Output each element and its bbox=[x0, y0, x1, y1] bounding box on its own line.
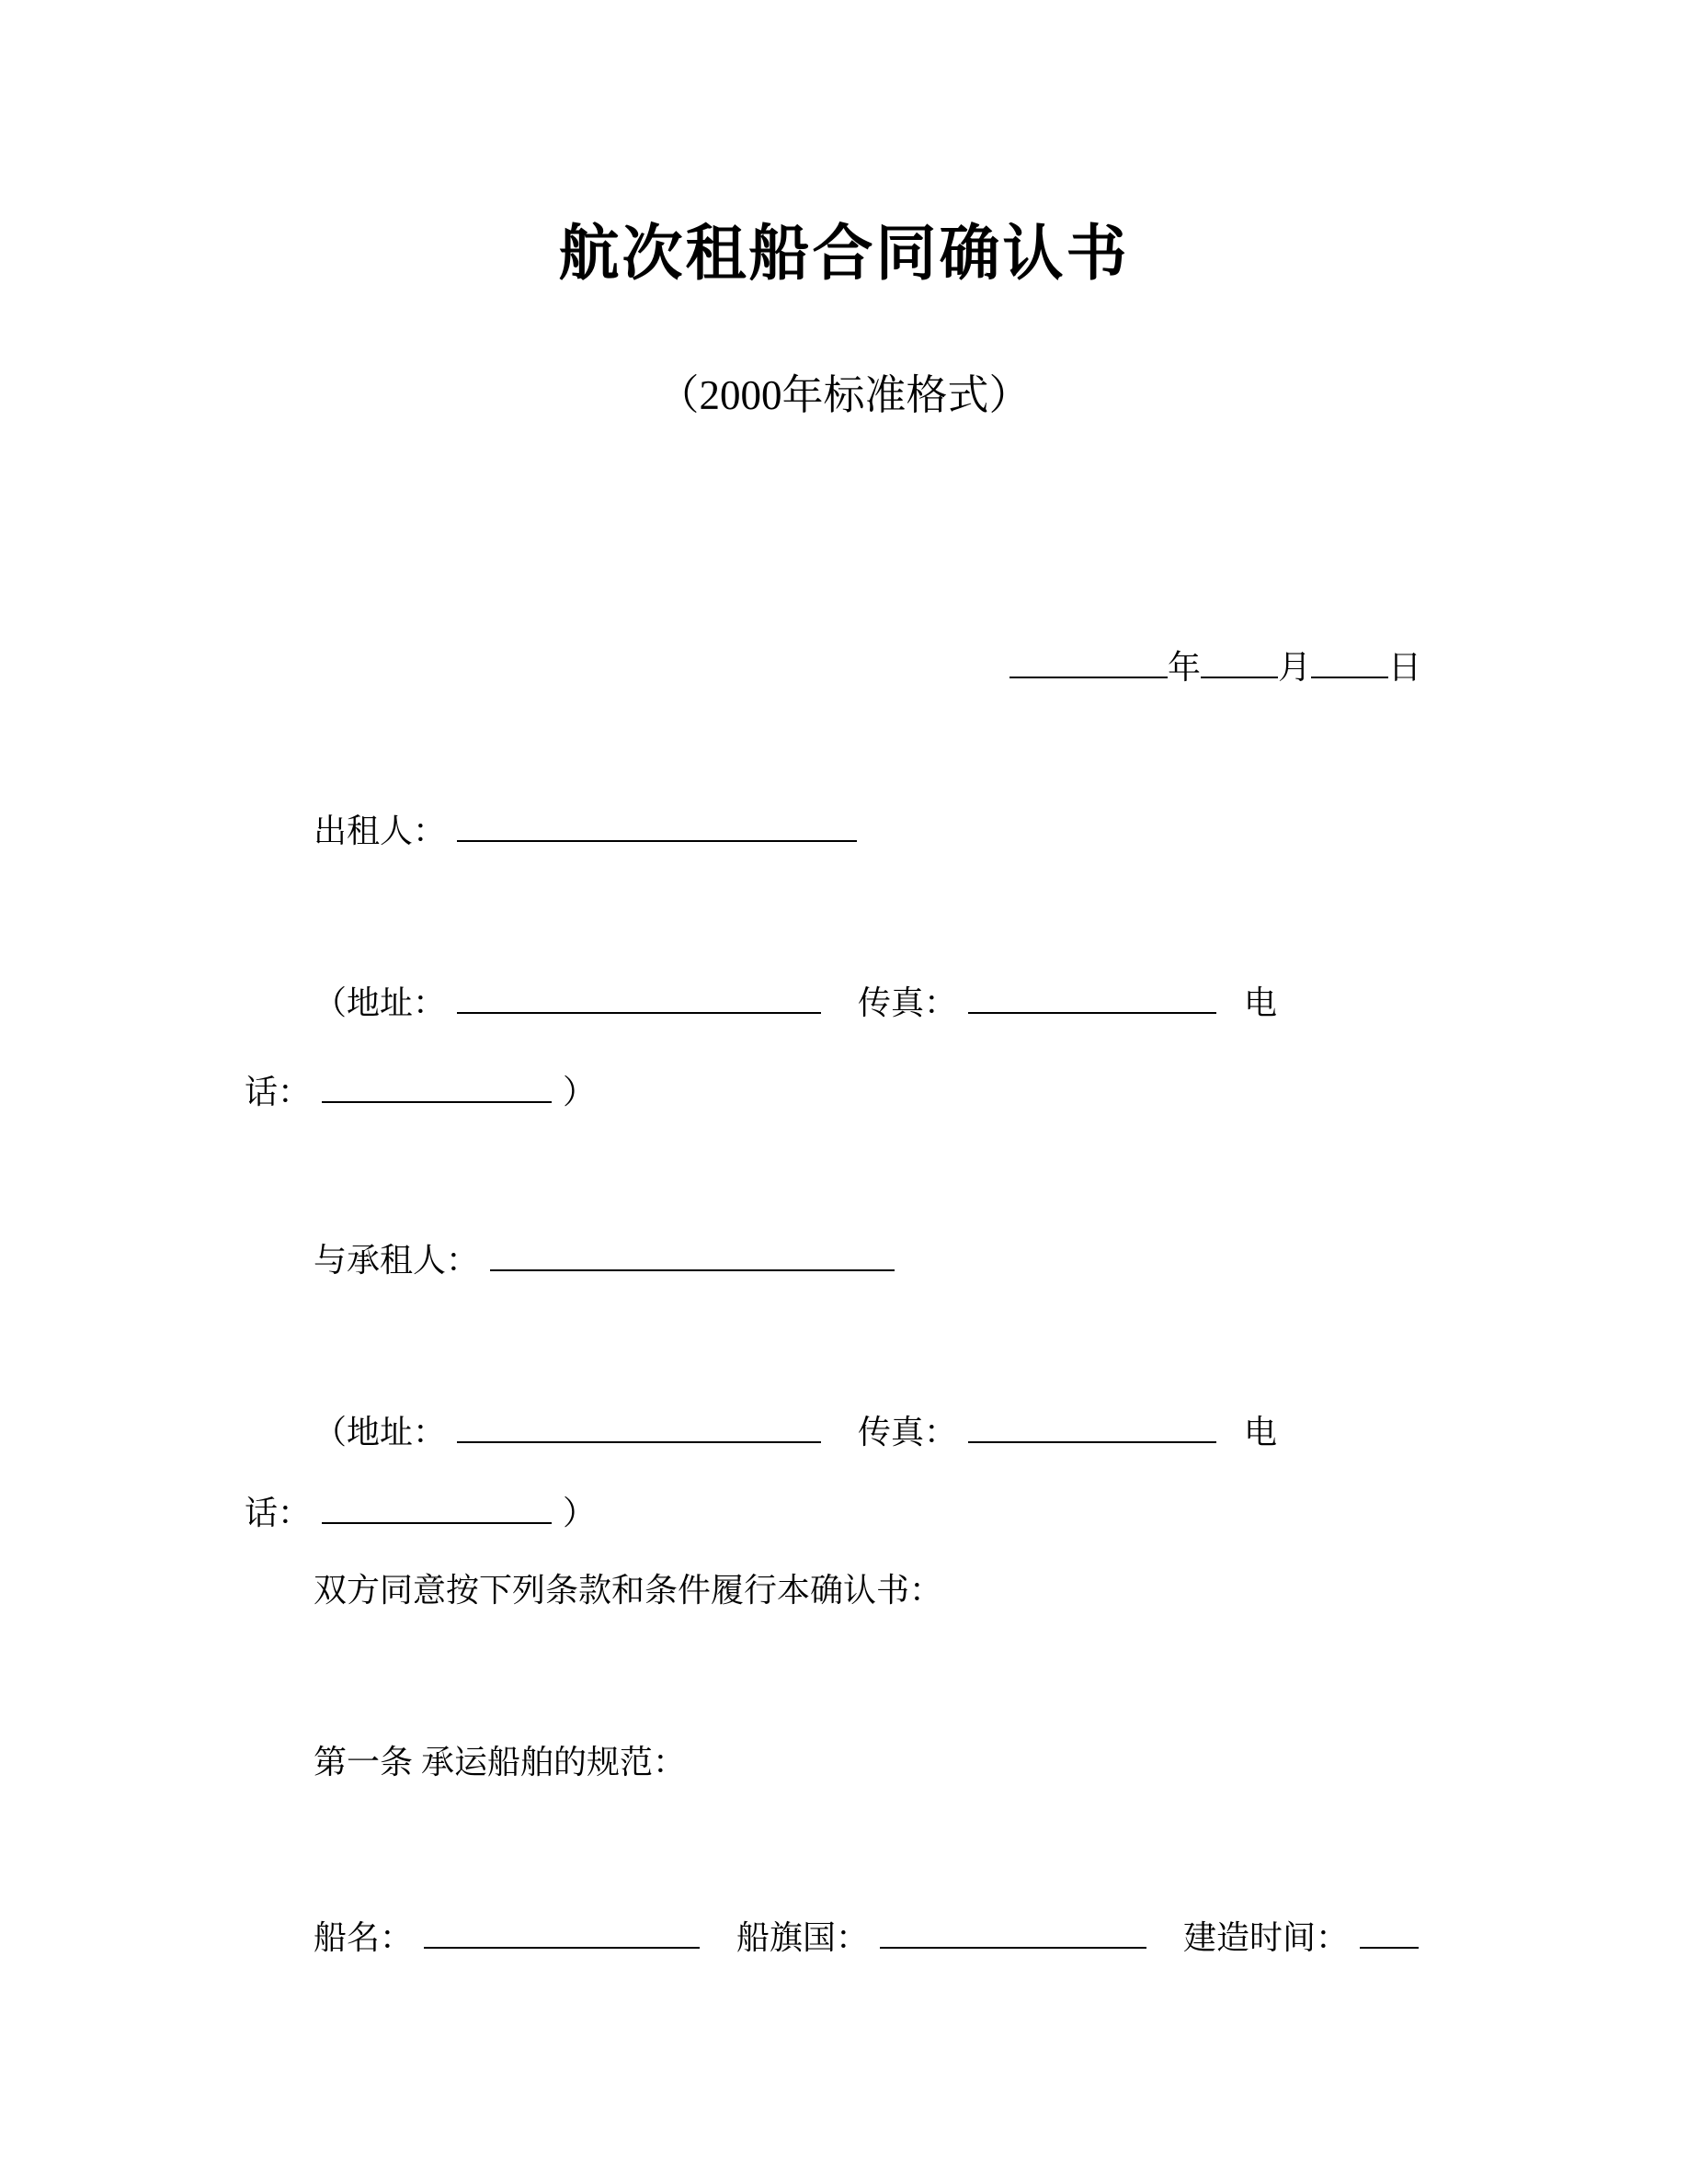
charterer-phone-blank bbox=[322, 1489, 552, 1524]
lessor-phone-line bbox=[245, 1068, 596, 1113]
year-label: 年 bbox=[1167, 648, 1201, 686]
ship-name-label: 船名： bbox=[314, 1918, 414, 1956]
lessor-phone-blank bbox=[322, 1068, 552, 1103]
lessor-phone-label-part1: 电 bbox=[1244, 984, 1278, 1021]
charterer-address-open-label: （地址： bbox=[314, 1413, 447, 1450]
ship-name-blank bbox=[424, 1914, 700, 1949]
charterer-phone-label-part1: 电 bbox=[1244, 1413, 1278, 1450]
build-time-label: 建造时间： bbox=[1183, 1918, 1350, 1956]
flag-label: 船旗国： bbox=[736, 1918, 870, 1956]
charterer-phone-line bbox=[245, 1489, 596, 1534]
lessor-address-blank bbox=[457, 979, 821, 1014]
charterer-line bbox=[314, 1236, 895, 1281]
article-1-heading: 第一条 承运船舶的规范： bbox=[314, 1744, 687, 1780]
charterer-name-blank bbox=[490, 1236, 895, 1271]
charterer-fax-blank bbox=[968, 1408, 1216, 1443]
document-title: 航次租船合同确认书 bbox=[558, 219, 1130, 287]
date-month-blank bbox=[1201, 643, 1278, 678]
ship-spec-line bbox=[314, 1914, 1419, 1959]
charterer-phone-label-part2: 话： bbox=[245, 1494, 312, 1531]
lessor-label: 出租人： bbox=[314, 812, 447, 849]
lessor-address-line bbox=[314, 979, 1277, 1024]
charterer-address-line bbox=[314, 1408, 1277, 1453]
lessor-name-blank bbox=[457, 807, 857, 842]
flag-blank bbox=[880, 1914, 1146, 1949]
date-line bbox=[0, 643, 1421, 688]
lessor-phone-label-part2: 话： bbox=[245, 1073, 312, 1110]
charterer-close-paren: ） bbox=[563, 1494, 597, 1531]
charterer-fax-label: 传真： bbox=[858, 1413, 958, 1450]
lessor-line bbox=[314, 807, 857, 852]
lessor-address-open-label: （地址： bbox=[314, 984, 447, 1021]
lessor-fax-label: 传真： bbox=[858, 984, 958, 1021]
lessor-close-paren: ） bbox=[563, 1073, 597, 1110]
month-label: 月 bbox=[1277, 648, 1311, 686]
lessor-fax-blank bbox=[968, 979, 1216, 1014]
date-year-blank bbox=[1009, 643, 1168, 678]
document-subtitle: （2000年标准格式） bbox=[657, 372, 1031, 418]
date-day-blank bbox=[1311, 643, 1388, 678]
agreement-line: 双方同意按下列条款和条件履行本确认书： bbox=[314, 1572, 943, 1609]
charterer-label: 与承租人： bbox=[314, 1241, 480, 1279]
build-time-blank bbox=[1360, 1914, 1419, 1949]
day-label: 日 bbox=[1387, 648, 1421, 686]
charterer-address-blank bbox=[457, 1408, 821, 1443]
